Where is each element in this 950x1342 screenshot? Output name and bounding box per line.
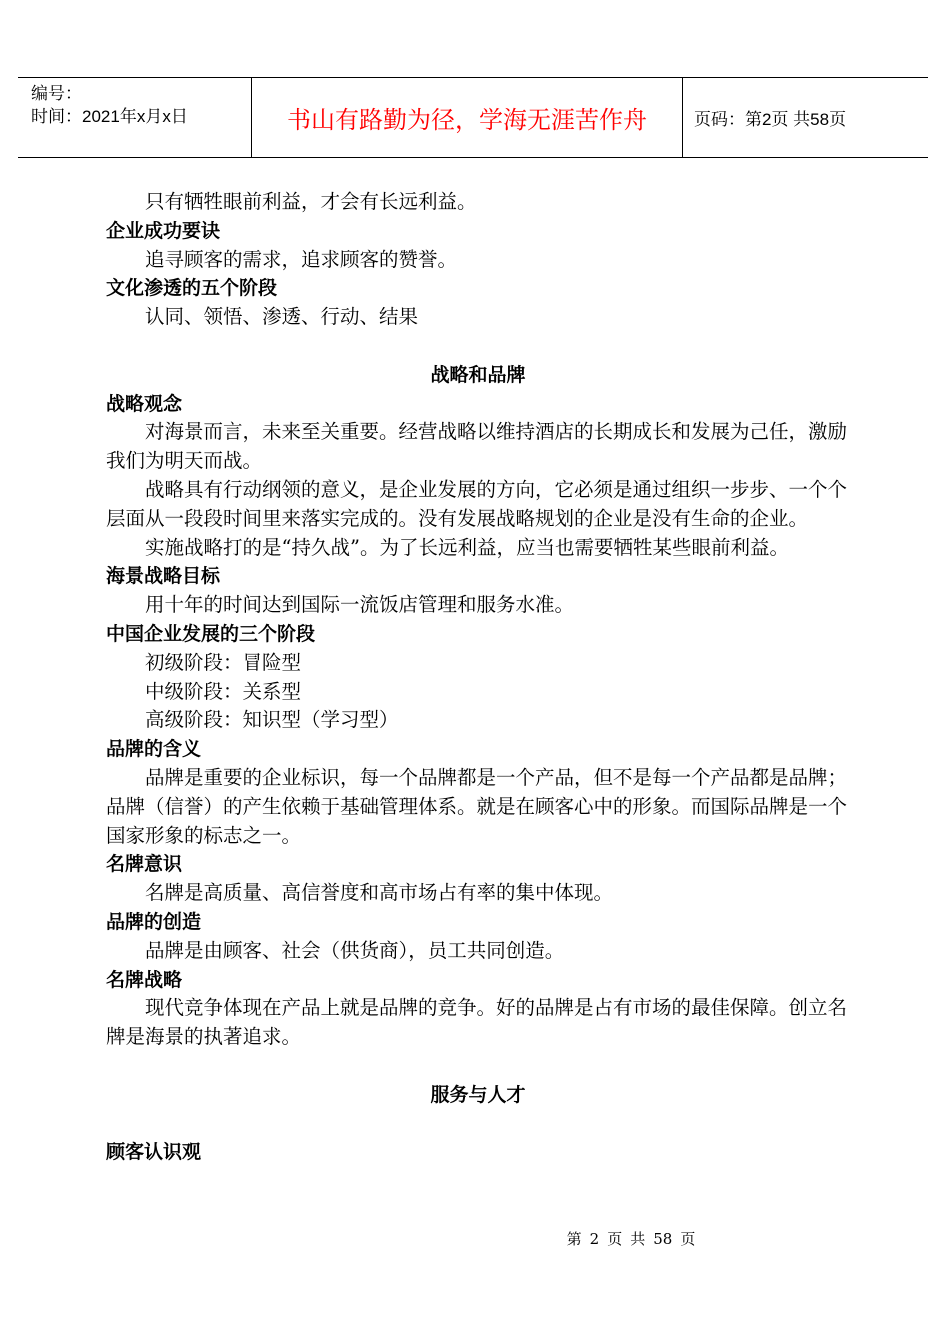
paragraph: 中级阶段：关系型 [145, 679, 302, 703]
section-title: 战略和品牌 [430, 363, 526, 386]
paragraph: 实施战略打的是“持久战”。为了长远利益，应当也需要牺牲某些眼前利益。 [145, 535, 789, 559]
footer-ye: 页 [607, 1230, 623, 1248]
paragraph: 认同、领悟、渗透、行动、结果 [145, 305, 419, 329]
heading: 海景战略目标 [106, 565, 221, 588]
paragraph: 初级阶段：冒险型 [145, 650, 302, 674]
doc-date: 时间：2021年x月x日 [31, 107, 188, 126]
paragraph: 战略具有行动纲领的意义，是企业发展的方向，它必须是通过组织一步步、一个个层面从一段段时间里来落实完成的。没有发展战略规划的企业是没有生命的企业。 [106, 477, 848, 530]
footer-gong: 共 [630, 1230, 646, 1248]
doc-number: 编号： [31, 84, 82, 103]
page-header [18, 77, 928, 158]
footer-total-pages: 58 [653, 1230, 673, 1248]
paragraph: 只有牺牲眼前利益，才会有长远利益。 [145, 190, 477, 213]
heading: 战略观念 [106, 392, 183, 415]
paragraph: 名牌是高质量、高信誉度和高市场占有率的集中体现。 [145, 881, 614, 905]
header-page-info: 页码：第2页 共58页 [694, 110, 847, 129]
spacer [106, 1110, 850, 1139]
heading: 名牌意识 [106, 853, 183, 876]
paragraph: 用十年的时间达到国际一流饭店管理和服务水准。 [145, 593, 575, 617]
paragraph: 追寻顾客的需求，追求顾客的赞誉。 [145, 247, 458, 271]
spacer [106, 332, 850, 361]
header-meta [18, 78, 252, 157]
footer-ye2: 页 [680, 1230, 696, 1248]
footer-page-number: 2 [589, 1230, 600, 1248]
heading: 品牌的含义 [106, 738, 202, 761]
section-title: 服务与人才 [430, 1083, 526, 1106]
heading: 品牌的创造 [106, 910, 202, 933]
page-footer [0, 1228, 950, 1249]
heading: 文化渗透的五个阶段 [106, 277, 278, 300]
paragraph: 品牌是重要的企业标识，每一个品牌都是一个产品，但不是每一个产品都是品牌；品牌（信誉）的产生依赖于基础管理体系。就是在顾客心中的形象。而国际品牌是一个国家形象的标志之一。 [106, 765, 848, 847]
heading: 名牌战略 [106, 968, 183, 991]
heading: 顾客认识观 [106, 1141, 202, 1164]
paragraph: 现代竞争体现在产品上就是品牌的竞争。好的品牌是占有市场的最佳保障。创立名牌是海景的执著追求。 [106, 996, 848, 1049]
spacer [106, 1052, 850, 1081]
footer-di: 第 [566, 1230, 582, 1248]
heading: 中国企业发展的三个阶段 [106, 622, 316, 645]
paragraph: 对海景而言，未来至关重要。经营战略以维持酒店的长期成长和发展为己任，激励我们为明天而战。 [106, 420, 848, 473]
paragraph: 高级阶段：知识型（学习型） [145, 708, 399, 732]
document-body [106, 188, 850, 1167]
paragraph: 品牌是由顾客、社会（供货商），员工共同创造。 [145, 938, 565, 962]
heading: 企业成功要诀 [106, 219, 221, 242]
header-motto: 书山有路勤为径，学海无涯苦作舟 [252, 78, 683, 157]
